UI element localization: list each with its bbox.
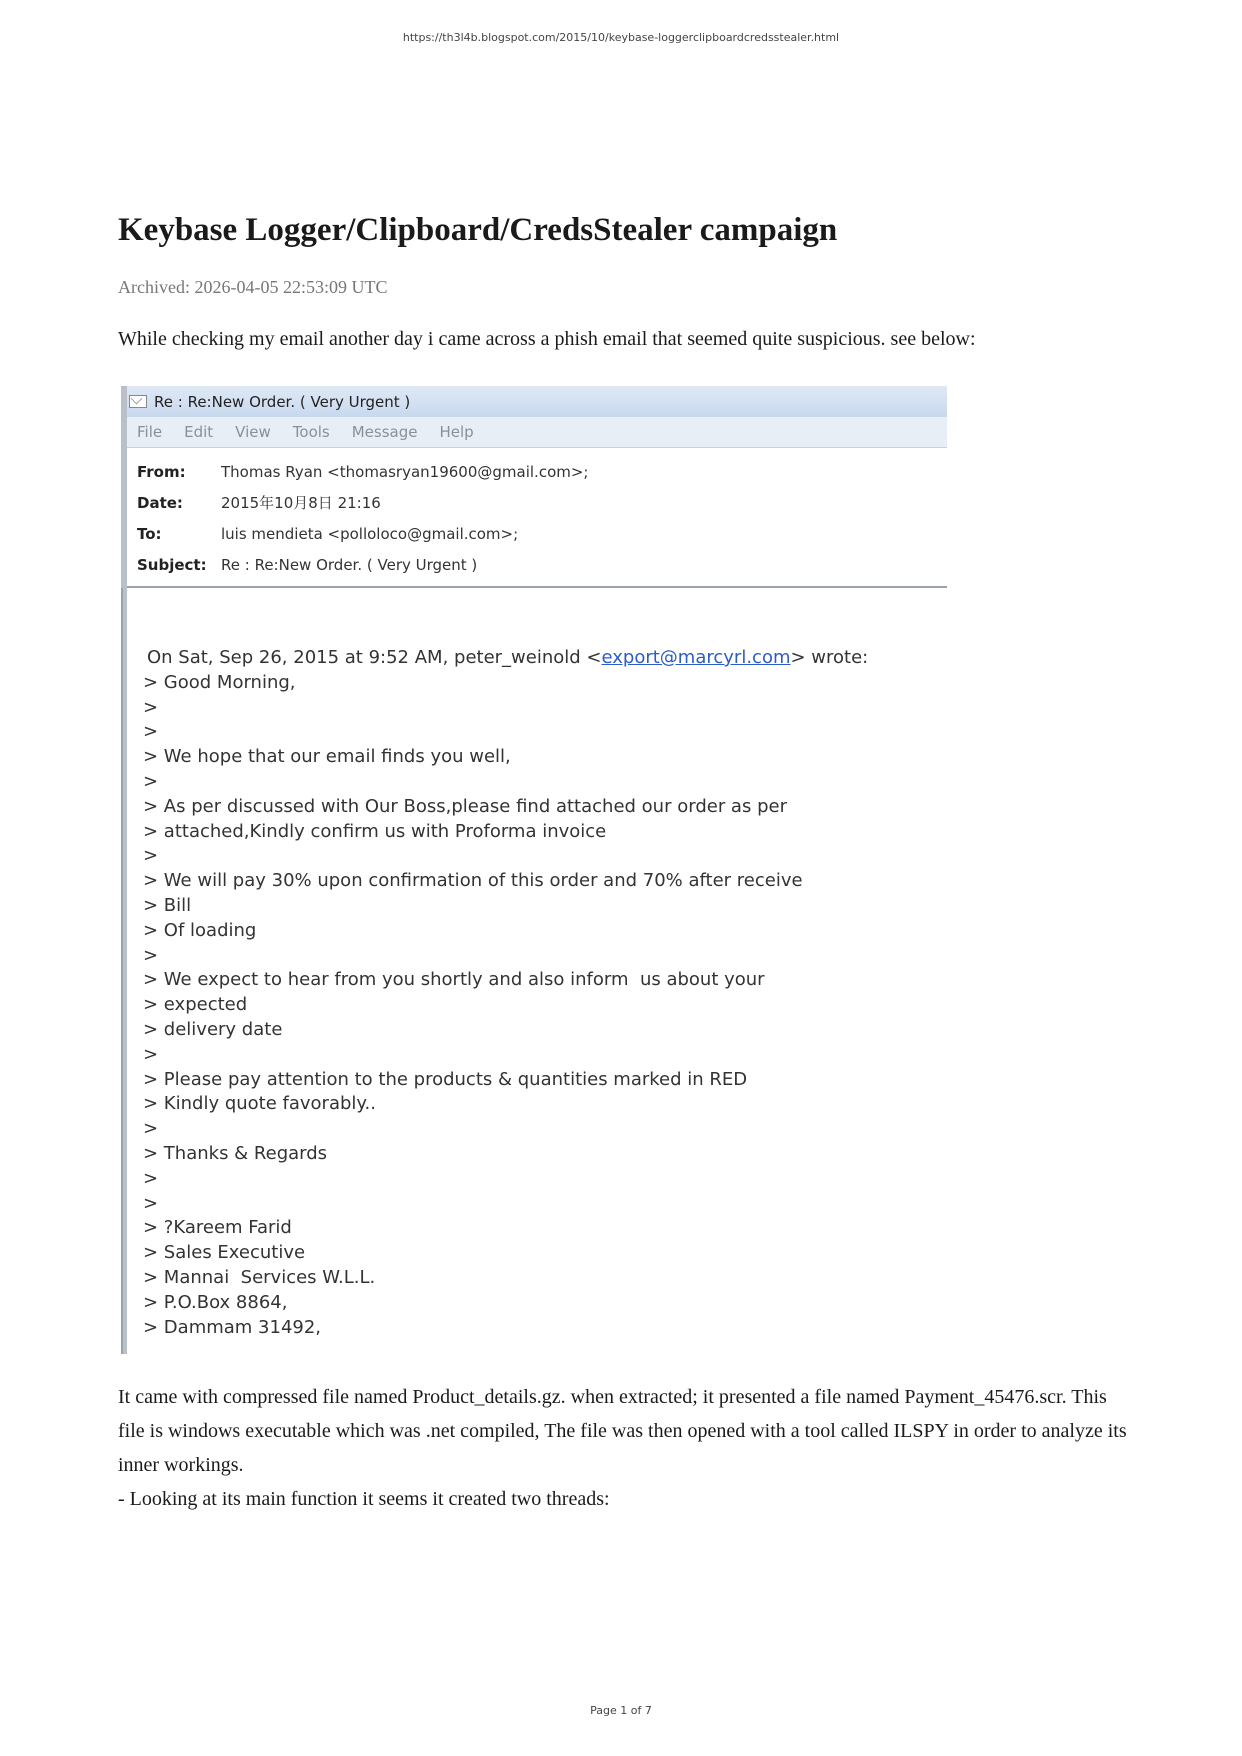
- email-body-line: >: [143, 770, 159, 792]
- email-quote-header: [143, 646, 947, 671]
- email-body: [121, 588, 947, 1354]
- email-body-line: >: [143, 944, 159, 966]
- menu-item-edit: Edit: [184, 423, 214, 441]
- menu-item-help: Help: [439, 423, 474, 441]
- email-body-line: >: [143, 1167, 159, 1189]
- header-value: luis mendieta <pollolocо@gmail.com>;: [221, 524, 519, 543]
- email-body-line: > Bill: [143, 894, 192, 916]
- email-body-line: > delivery date: [143, 1018, 283, 1040]
- email-body-line: >: [143, 1118, 159, 1140]
- header-label: Date:: [137, 493, 183, 512]
- quote-header-suffix: > wrote:: [790, 647, 869, 668]
- body-paragraph: - Looking at its main function it seems it created two threads:: [118, 1488, 610, 1510]
- email-body-line: > We expect to hear from you shortly and also inform us about your: [143, 969, 765, 991]
- header-value: Re : Re:New Order. ( Very Urgent ): [221, 555, 478, 574]
- header-label: Subject:: [137, 555, 207, 574]
- email-body-line: >: [143, 721, 159, 743]
- email-body-line: > We hope that our email finds you well,: [143, 746, 511, 768]
- email-body-line: > Mannai Services W.L.L.: [143, 1266, 376, 1288]
- email-menubar: [121, 417, 947, 448]
- header-label: From:: [137, 462, 186, 481]
- email-body-line: > Thanks & Regards: [143, 1142, 328, 1164]
- menu-item-message: Message: [351, 423, 418, 441]
- email-body-line: > Dammam 31492,: [143, 1316, 322, 1338]
- email-quoted-lines: [143, 671, 947, 1341]
- article-body: [118, 1380, 1128, 1516]
- page-number: Page 1 of 7: [590, 1704, 652, 1717]
- header-to: [137, 518, 947, 549]
- header-value: 2015年10月8日 21:16: [221, 494, 381, 512]
- menu-item-view: View: [235, 423, 271, 441]
- email-body-line: >: [143, 696, 159, 718]
- header-date: [137, 487, 947, 518]
- email-screenshot: [121, 386, 947, 1354]
- email-body-line: > We will pay 30% upon confirmation of this order and 70% after receive: [143, 870, 803, 892]
- email-headers: [121, 448, 947, 588]
- email-body-line: > Sales Executive: [143, 1242, 306, 1264]
- intro-paragraph: While checking my email another day i came across a phish email that seemed quite suspicious. see below:: [118, 328, 976, 350]
- email-body-line: > Of loading: [143, 919, 257, 941]
- body-paragraph: It came with compressed file named Product_details.gz. when extracted; it presented a file named Payment_45476.scr. This file is windows executable which was .net compiled, The file was then opened with a tool called ILSPY in order to analyze its inner workings.: [118, 1386, 1127, 1476]
- header-from: [137, 456, 947, 487]
- sender-email-link: export@marcyrl.com: [601, 647, 791, 668]
- email-body-line: >: [143, 845, 159, 867]
- envelope-icon: [129, 395, 147, 408]
- email-window-title: Re : Re:New Order. ( Very Urgent ): [154, 392, 411, 411]
- menu-item-tools: Tools: [292, 423, 330, 441]
- page-url-header: https://th3l4b.blogspot.com/2015/10/keybase-loggerclipboardcredsstealer.html: [402, 31, 840, 44]
- header-subject: [137, 549, 947, 580]
- email-body-line: > Good Morning,: [143, 671, 296, 693]
- header-label: To:: [137, 524, 162, 543]
- email-body-line: >: [143, 1192, 159, 1214]
- email-window-titlebar: [121, 386, 947, 417]
- email-body-line: > attached,Kindly confirm us with Proforma invoice: [143, 820, 607, 842]
- email-body-line: > P.O.Box 8864,: [143, 1291, 288, 1313]
- article-title: Keybase Logger/Clipboard/CredsStealer campaign: [118, 212, 838, 248]
- menu-item-file: File: [137, 423, 163, 441]
- email-body-line: > Kindly quote favorably..: [143, 1093, 376, 1115]
- email-body-line: > Please pay attention to the products & quantities marked in RED: [143, 1068, 748, 1090]
- email-body-line: > As per discussed with Our Boss,please find attached our order as per: [143, 795, 787, 817]
- header-value: Thomas Ryan <thomasryan19600@gmail.com>;: [221, 462, 589, 481]
- email-body-line: >: [143, 1043, 159, 1065]
- archived-timestamp: Archived: 2026-04-05 22:53:09 UTC: [118, 277, 388, 297]
- email-body-line: > expected: [143, 994, 248, 1016]
- email-body-line: > ?Kareem Farid: [143, 1217, 292, 1239]
- quote-header-text: On Sat, Sep 26, 2015 at 9:52 AM, peter_weinold <: [147, 647, 602, 668]
- article-header: [118, 210, 1128, 352]
